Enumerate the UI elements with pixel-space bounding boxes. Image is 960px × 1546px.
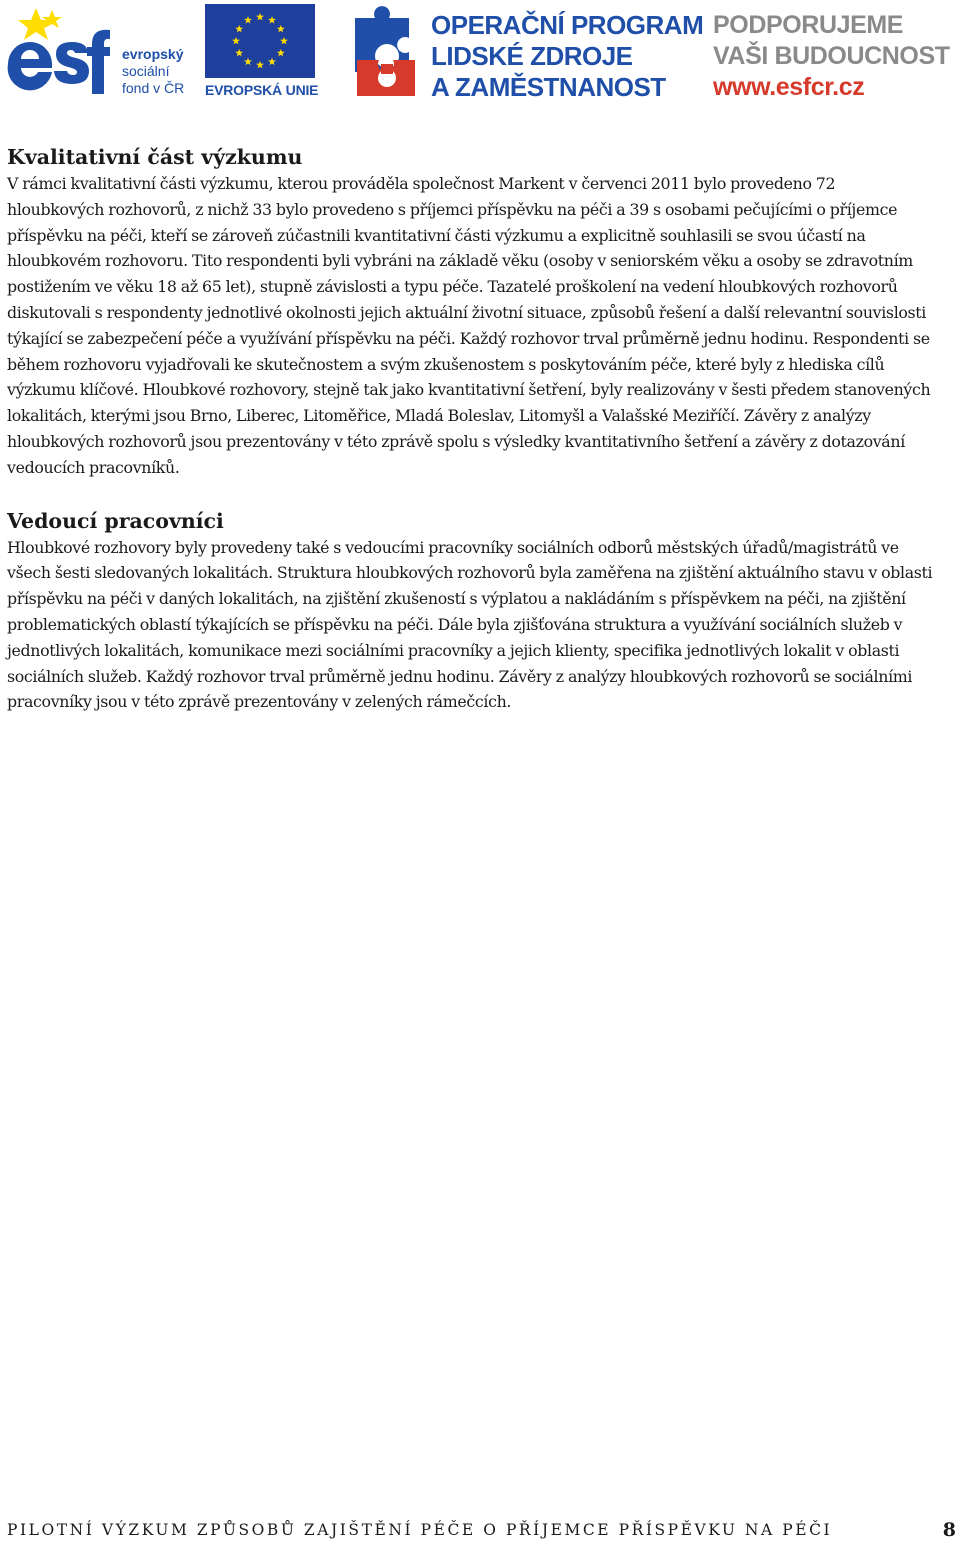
esf-logo-line2: sociální — [122, 63, 170, 79]
support-url-link[interactable]: www.esfcr.cz — [713, 73, 865, 101]
section-heading: Kvalitativní část výzkumu — [7, 145, 303, 169]
esf-logo-line3: fond v ČR — [122, 80, 185, 96]
section-kvalitativni — [7, 143, 935, 481]
op-logo-line3: A ZAMĚSTNANOST — [431, 72, 666, 102]
support-line2: VAŠI BUDOUCNOST — [713, 42, 950, 70]
eu-flag-icon — [205, 4, 315, 78]
footer-document-title: PILOTNÍ VÝZKUM ZPŮSOBŮ ZAJIŠTĚNÍ PÉČE O PŘÍJEMCE PŘÍSPĚVKU NA PÉČI — [7, 1521, 833, 1539]
op-logo — [353, 4, 704, 102]
eu-logo-text: EVROPSKÁ UNIE — [205, 82, 319, 98]
eu-logo — [205, 4, 320, 100]
section-vedouci — [7, 507, 935, 716]
page-number: 8 — [942, 1519, 956, 1541]
esf-logo — [6, 4, 196, 100]
section-paragraph: V rámci kvalitativní části výzkumu, kterou prováděla společnost Markent v červenci 2011 bylo provedeno 72 hloubkových rozhovorů, z nichž 33 bylo provedeno s příjemci příspěvku na péči a 39 s osobami pečujícími o příjemce příspěvku na péči, kteří se zároveň zúčastnili kvantitativní části výzkumu a explicitně souhlasili se svou účastí na hloubkovém rozhovoru. Tito respondenti byli vybráni na základě věku (osoby v seniorském věku a osoby se zdravotním postižením ve věku 18 až 65 let), stupně závislosti a typu péče. Tazatelé proškolení na vedení hloubkových rozhovorů diskutovali s respondenty jednotlivé okolnosti jejich aktuální životní situace, způsobů řešení a další relevantní souvislosti týkající se zabezpečení péče a využívání příspěvku na péči. Každý rozhovor trval průměrně jednu hodinu. Respondenti se během rozhovoru vyjadřovali ke skutečnostem a svým zkušenostem s poskytováním péče, které byly z hlediska cílů výzkumu klíčové. Hloubkové rozhovory, stejně tak jako kvantitativní šetření, byly realizovány v šesti předem stanovených lokalitách, kterými jsou Brno, Liberec, Litoměřice, Mladá Boleslav, Litomyšl a Valašské Meziříčí. Závěry z analýzy hloubkových rozhovorů jsou prezentovány v této zprávě spolu s výsledky kvantitativního šetření a závěry z dotazování vedoucích pracovníků. — [7, 174, 931, 477]
op-logo-line2: LIDSKÉ ZDROJE — [431, 41, 633, 71]
op-puzzle-icon — [353, 4, 425, 100]
esf-logo-text — [122, 46, 184, 97]
document-body — [7, 143, 935, 715]
op-logo-line1: OPERAČNÍ PROGRAM — [431, 10, 704, 40]
section-paragraph: Hloubkové rozhovory byly provedeny také s vedoucími pracovníky sociálních odborů městských úřadů/magistrátů ve všech šesti sledovaných lokalitách. Struktura hloubkových rozhovorů byla zaměřena na zjištění aktuálního stavu v oblasti příspěvku na péči v daných lokalitách, na zjištění zkušeností s výplatou a nakládáním s příspěvkem na péči, na zjištění problematických oblastí týkajících se příspěvku na péči. Dále byla zjišťována struktura a využívání sociálních služeb v jednotlivých lokalitách, komunikace mezi sociálními pracovníky a jejich klienty, specifika jednotlivých lokalit v oblasti sociálních služeb. Každý rozhovor trval průměrně jednu hodinu. Závěry z analýzy hloubkových rozhovorů se sociálními pracovníky jsou v této zprávě prezentovány v zelených rámečcích. — [7, 537, 933, 712]
support-line1: PODPORUJEME — [713, 11, 904, 39]
op-logo-text — [431, 10, 703, 103]
support-slogan — [713, 10, 953, 102]
section-heading: Vedoucí pracovníci — [7, 508, 224, 533]
esf-logo-mark — [6, 4, 122, 100]
esf-logo-line1: evropský — [122, 46, 184, 62]
page-header — [0, 0, 960, 110]
